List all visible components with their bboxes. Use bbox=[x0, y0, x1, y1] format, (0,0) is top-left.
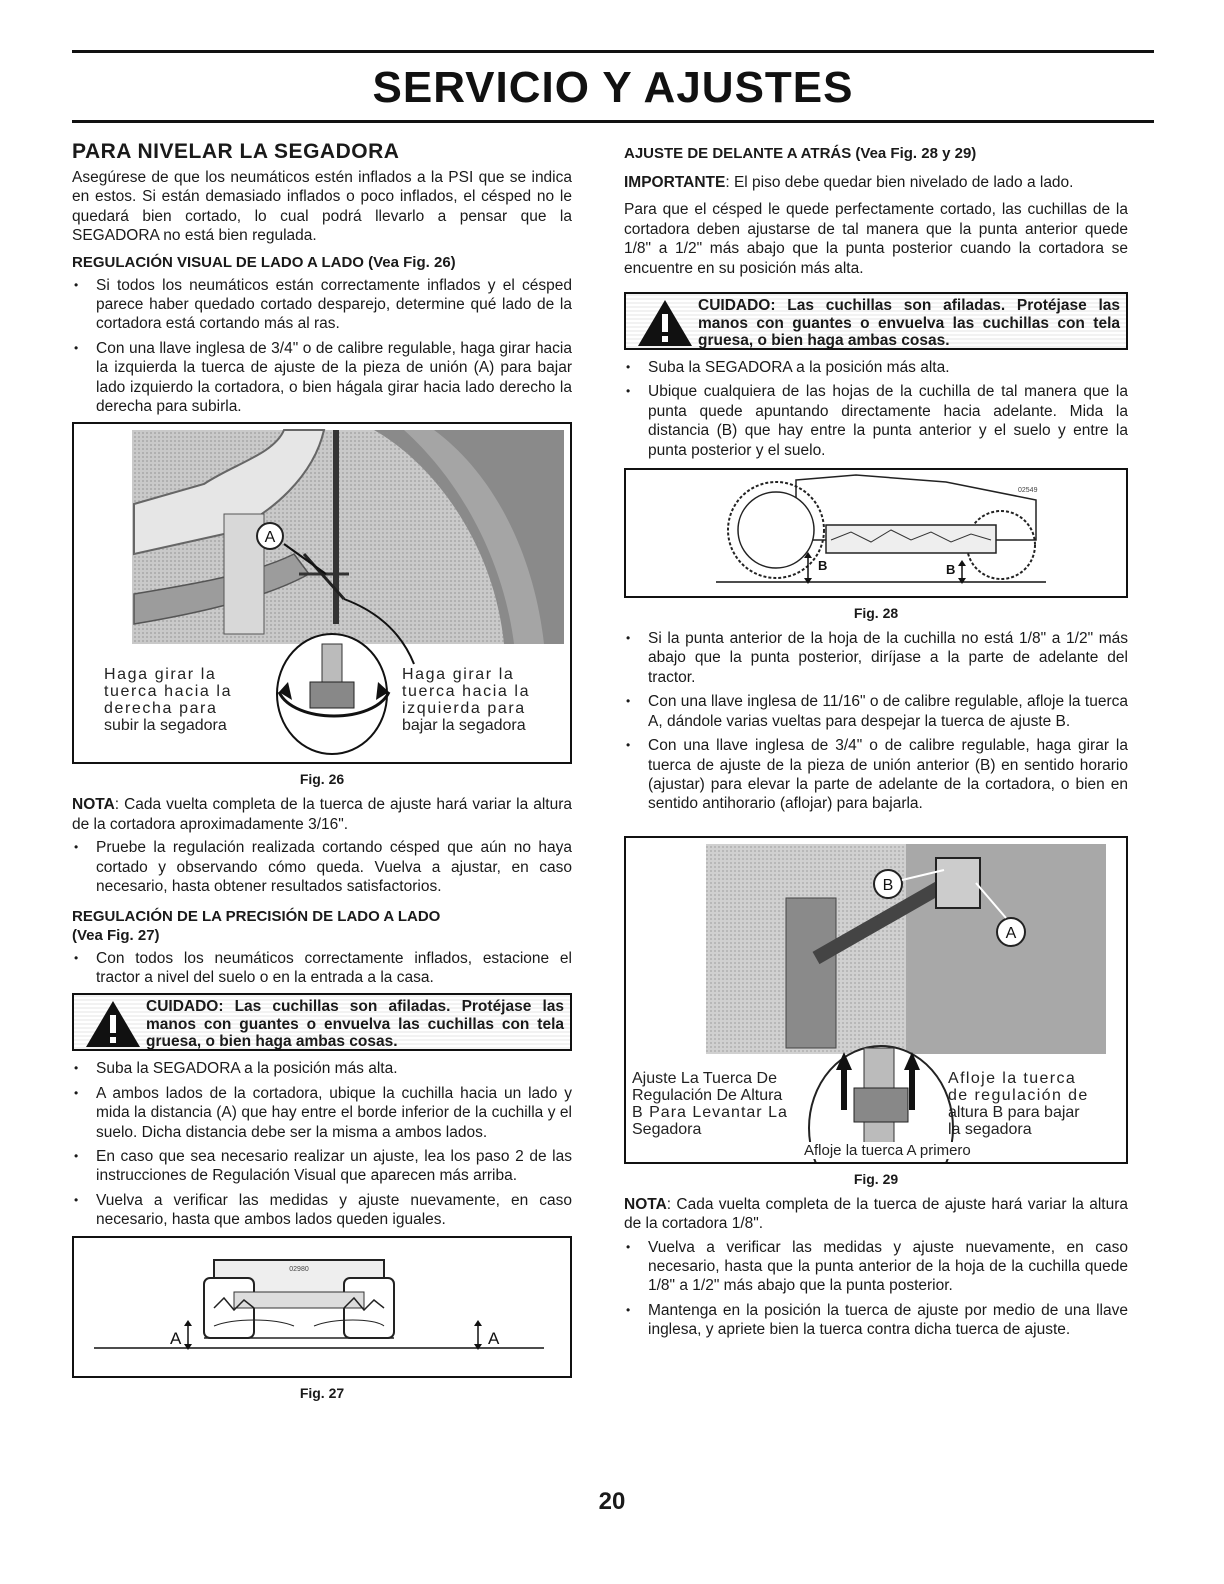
list-item: • Pruebe la regulación realizada cortando césped que aún no haya cortado y observando cómo queda. Vuelva a ajustar, en caso necesario, hasta obtener resultados satisfactorios. bbox=[72, 838, 572, 896]
list-item: • Vuelva a verificar las medidas y ajuste nuevamente, en caso necesario, hasta que ambos lados queden iguales. bbox=[72, 1191, 572, 1230]
nota-bullet-list bbox=[72, 838, 572, 896]
right-bullet-list-2 bbox=[624, 629, 1128, 814]
list-item: • Con una llave inglesa de 3/4" o de calibre regulable, haga girar la tuerca de ajuste de la pieza de unión anterior (B) en sentido horario (ajustar) para elevar la parte de adelante de la cortadora, o bien en sentido antihorario (aflojar) para bajarla. bbox=[624, 736, 1128, 814]
figure-26 bbox=[72, 422, 572, 764]
subheading-visual: REGULACIÓN VISUAL DE LADO A LADO (Vea Fig. 26) bbox=[72, 253, 456, 271]
fig28-label-b-front: B bbox=[818, 558, 828, 574]
importante-text: : El piso debe quedar bien nivelado de lado a lado. bbox=[725, 174, 1074, 191]
nota-label-right: NOTA bbox=[624, 1195, 667, 1213]
fig27-label-a-left: A bbox=[170, 1328, 182, 1348]
nota-text: : Cada vuelta completa de la tuerca de ajuste hará variar la altura de la cortadora aproximadamente 3/16". bbox=[72, 796, 572, 833]
figure-29 bbox=[624, 836, 1128, 1164]
fig29-bottom-callout: Afloje la tuerca A primero bbox=[804, 1141, 971, 1159]
top-rule bbox=[72, 50, 1154, 53]
warning-triangle-icon bbox=[84, 999, 142, 1049]
list-item: • Suba la SEGADORA a la posición más alta. bbox=[624, 358, 1128, 377]
list-item: • A ambos lados de la cortadora, ubique la cuchilla hacia un lado y mida la distancia (A) que hay entre el borde inferior de la cuchilla y el suelo. Dicha distancia debe ser la misma a ambos lados. bbox=[72, 1084, 572, 1142]
importante-paragraph bbox=[624, 173, 1128, 192]
nota-paragraph bbox=[72, 795, 572, 834]
fig27-illustration bbox=[74, 1238, 570, 1376]
nota-label: NOTA bbox=[72, 796, 115, 814]
importante-label: IMPORTANTE bbox=[624, 174, 726, 191]
fig27-code: 02980 bbox=[289, 1265, 309, 1273]
fig29-label-b: B bbox=[882, 876, 894, 894]
page-number: 20 bbox=[598, 1488, 626, 1515]
page-title: SERVICIO Y AJUSTES bbox=[372, 63, 854, 112]
fig28-label-b-rear: B bbox=[946, 562, 956, 578]
warning-box-left bbox=[72, 993, 572, 1051]
fig27-label-a-right: A bbox=[488, 1328, 500, 1348]
list-item: • Si la punta anterior de la hoja de la cuchilla no está 1/8" a 1/2" más abajo que la punta posterior, diríjase a la parte de adelante del tractor. bbox=[624, 629, 1128, 687]
fig29-right-callout: Afloje la tuerca de regulación de altura B para bajar la segadora bbox=[948, 1069, 1089, 1138]
right-bullet-list-3 bbox=[624, 1238, 1128, 1340]
fig29-caption: Fig. 29 bbox=[853, 1170, 899, 1187]
subheading-precision: REGULACIÓN DE LA PRECISIÓN DE LADO A LADO (Vea Fig. 27) bbox=[72, 907, 441, 944]
fig27-caption: Fig. 27 bbox=[299, 1384, 345, 1401]
list-item: • Si todos los neumáticos están correctamente inflados y el césped parece haber quedado cortado desparejo, determine qué lado de la cortadora está cortando más al ras. bbox=[72, 276, 572, 334]
intro-paragraph: Asegúrese de que los neumáticos estén inflados a la PSI que se indica en estos. Si están demasiado inflados o poco inflados, el césped no le quedará bien cortado, lo cual podrá llevarlo a pensar que la SEGADORA no está bien regulada. bbox=[72, 169, 572, 245]
list-item: • Vuelva a verificar las medidas y ajuste nuevamente, en caso necesario, hasta que la punta anterior de la hoja de la cuchilla quede 1/8" a 1/2" más abajo que la punta posterior. bbox=[624, 1238, 1128, 1296]
precision-bullet-list-1 bbox=[72, 949, 572, 988]
left-column bbox=[72, 140, 572, 1409]
warning-text-right: CUIDADO: Las cuchillas son afiladas. Protéjase las manos con guantes o envuelva las cuchillas con tela gruesa, o bien haga ambas cosas. bbox=[698, 297, 1120, 350]
right-bullet-list-1 bbox=[624, 358, 1128, 460]
fig26-caption: Fig. 26 bbox=[299, 771, 345, 788]
fig26-label-a: A bbox=[264, 529, 276, 547]
list-item: • Con una llave inglesa de 11/16" o de calibre regulable, afloje la tuerca A, dándole varias vueltas para despejar la tuerca de ajuste B. bbox=[624, 692, 1128, 731]
title-underline bbox=[72, 120, 1154, 123]
list-item: • Suba la SEGADORA a la posición más alta. bbox=[72, 1059, 572, 1078]
fig28-caption: Fig. 28 bbox=[853, 605, 899, 622]
figure-27 bbox=[72, 1236, 572, 1378]
fig29-left-callout: Ajuste La Tuerca De Regulación De Altura B Para Levantar La Segadora bbox=[632, 1069, 788, 1138]
list-item: • Con una llave inglesa de 3/4" o de calibre regulable, haga girar hacia la izquierda la tuerca de ajuste de la pieza de unión (A) para bajar lado izquierdo la cortadora, o bien hágala girar hacia lado derecho la derecha para subirla. bbox=[72, 339, 572, 417]
figure-28 bbox=[624, 468, 1128, 598]
list-item: • Ubique cualquiera de las hojas de la cuchilla de tal manera que la punta quede apuntando directamente hacia adelante. Mida la distancia (B) que hay entre la punta anterior y el suelo y entre la punta posterior y el suelo. bbox=[624, 382, 1128, 460]
fig28-illustration bbox=[626, 470, 1126, 596]
delante-atras-intro: Para que el césped le quede perfectamente cortado, las cuchillas de la cortadora deben ajustarse de tal manera que la punta anterior quede 1/8" a 1/2" más abajo que la punta posterior cuando la cortadora se encuentre en su posición más alta. bbox=[624, 201, 1128, 277]
list-item: • Con todos los neumáticos correctamente inflados, estacione el tractor a nivel del suelo o en la entrada a la casa. bbox=[72, 949, 572, 988]
nota-text-right: : Cada vuelta completa de la tuerca de ajuste hará variar la altura de la cortadora 1/8". bbox=[624, 1195, 1128, 1233]
section-heading-nivelar: PARA NIVELAR LA SEGADORA bbox=[72, 140, 400, 163]
fig29-label-a: A bbox=[1005, 924, 1017, 942]
fig26-left-callout: Haga girar la tuerca hacia la derecha para subir la segadora bbox=[104, 666, 244, 734]
visual-bullet-list bbox=[72, 276, 572, 417]
warning-text-left: CUIDADO: Las cuchillas son afiladas. Protéjase las manos con guantes o envuelva las cuchillas con tela gruesa, o bien haga ambas cosas. bbox=[146, 998, 564, 1051]
subheading-delante-atras: AJUSTE DE DELANTE A ATRÁS (Vea Fig. 28 y 29) bbox=[624, 145, 977, 162]
fig28-code: 02549 bbox=[1018, 487, 1038, 495]
warning-triangle-icon bbox=[636, 298, 694, 348]
list-item: • En caso que sea necesario realizar un ajuste, lea los paso 2 de las instrucciones de Regulación Visual que aparecen más arriba. bbox=[72, 1147, 572, 1186]
right-column bbox=[624, 144, 1128, 1345]
nota-paragraph-right bbox=[624, 1195, 1128, 1234]
list-item: • Mantenga en la posición la tuerca de ajuste por medio de una llave inglesa, y apriete bien la tuerca contra dicha tuerca de ajuste. bbox=[624, 1301, 1128, 1340]
fig26-right-callout: Haga girar la tuerca hacia la izquierda para bajar la segadora bbox=[402, 666, 552, 734]
precision-bullet-list-2 bbox=[72, 1059, 572, 1229]
warning-box-right bbox=[624, 292, 1128, 350]
